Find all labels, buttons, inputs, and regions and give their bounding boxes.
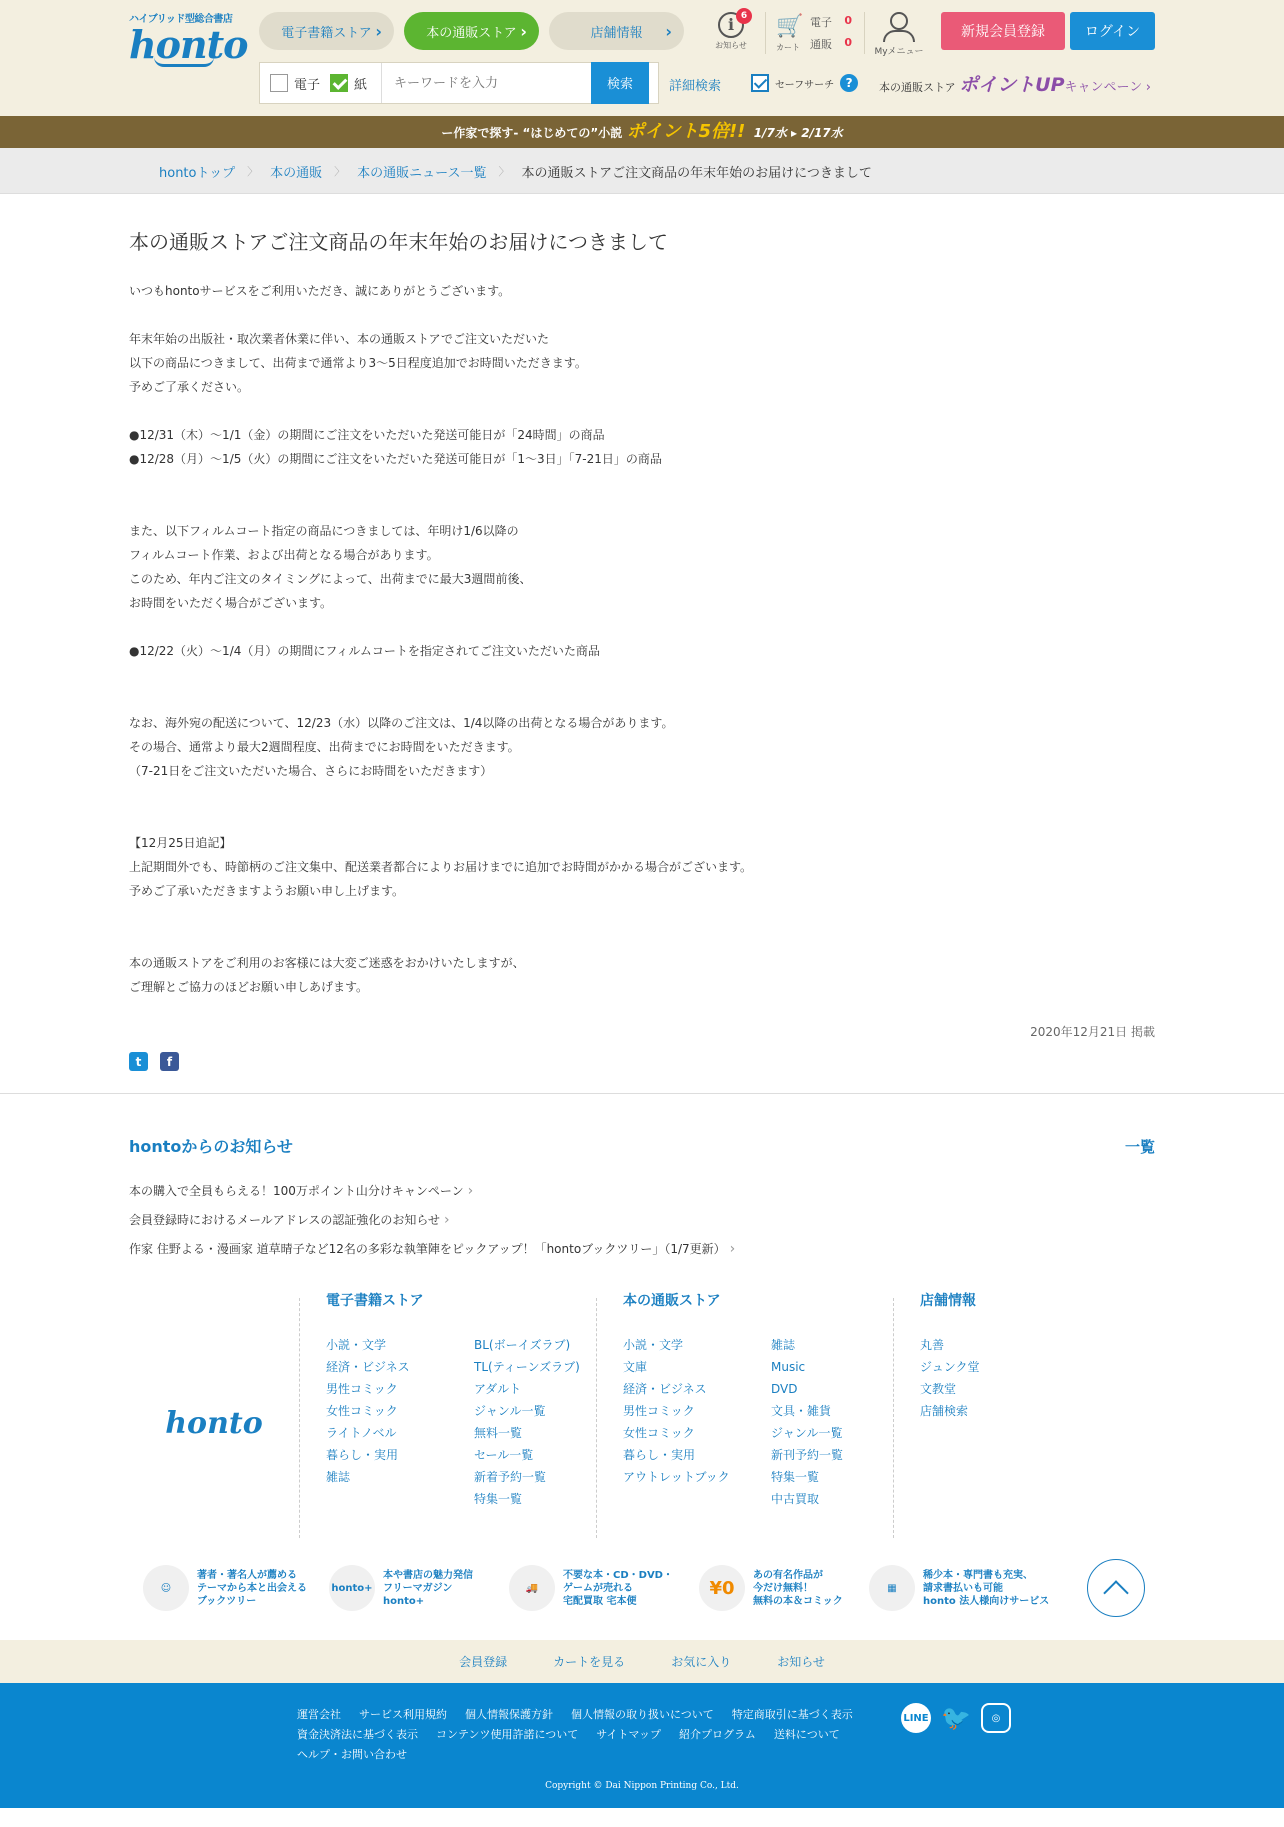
footer-link[interactable]: コンテンツ使用許諾について — [436, 1728, 579, 1741]
campaign-title: ポイントUP — [959, 74, 1065, 96]
publish-date: 2020年12月21日 掲載 — [1030, 1025, 1155, 1039]
notice-badge: 6 — [736, 8, 752, 24]
sitemap-link[interactable]: ライトノベル — [326, 1426, 397, 1440]
service-text: ブックツリー — [197, 1595, 257, 1607]
tab-paper-store[interactable] — [404, 12, 539, 50]
footer-link[interactable]: 特定商取引に基づく表示 — [731, 1708, 853, 1721]
honto-plus-icon: honto+ — [329, 1565, 375, 1611]
breadcrumb-separator: 〉 — [498, 165, 510, 178]
sitemap-link[interactable]: ジャンル一覧 — [474, 1404, 546, 1418]
banner-prefix: ー作家で探す- “はじめての”小説 — [441, 126, 623, 140]
footer-link[interactable]: サービス利用規約 — [359, 1708, 447, 1721]
article-line — [129, 807, 1155, 831]
checkbox-checked — [751, 74, 769, 92]
article-line — [129, 471, 1155, 495]
article-line: 上記期間外でも、時節柄のご注文集中、配送業者都合によりお届けまでに追加でお時間がかかる場合がございます。 — [129, 860, 753, 874]
ebook-checkbox[interactable] — [270, 74, 320, 93]
chevron-up-icon — [1103, 1580, 1128, 1605]
service-text: フリーマガジン — [383, 1582, 453, 1594]
article-line: なお、海外宛の配送について、12/23（水）以降のご注文は、1/4以降の出荷となる場合があります。 — [129, 716, 674, 730]
news-item-text: 会員登録時におけるメールアドレスの認証強化のお知らせ — [129, 1213, 441, 1227]
checkbox-checked — [330, 74, 348, 92]
sitemap-link[interactable]: 無料一覧 — [474, 1426, 523, 1440]
sitemap-link[interactable]: Music — [771, 1360, 806, 1374]
sitemap-link[interactable]: 文教堂 — [920, 1382, 957, 1396]
chevron-right-icon: › — [375, 21, 382, 41]
sitemap-link[interactable]: 女性コミック — [326, 1404, 398, 1418]
footer-link[interactable]: 資金決済法に基づく表示 — [297, 1728, 418, 1741]
sitemap-ebook — [299, 1293, 596, 1538]
building-icon: ▦ — [869, 1565, 915, 1611]
service-text: テーマから本と出会える — [197, 1582, 307, 1594]
news-item[interactable] — [129, 1177, 1155, 1206]
article-line: 【12月25日追記】 — [129, 836, 232, 850]
checkbox-unchecked — [270, 74, 288, 92]
user-icon-body — [883, 30, 915, 42]
news-item[interactable] — [129, 1206, 1155, 1235]
sitemap-link[interactable]: 文庫 — [623, 1360, 648, 1374]
tab-label: 本の通販ストア — [426, 25, 517, 41]
tab-label: 電子書籍ストア — [281, 25, 372, 41]
breadcrumb-item-top[interactable]: hontoトップ — [159, 165, 236, 181]
sitemap-ebook-title[interactable]: 電子書籍ストア — [300, 1290, 596, 1312]
article-line — [129, 687, 1155, 711]
campaign-suffix: キャンペーン — [1064, 80, 1143, 95]
chevron-right-icon: › — [665, 21, 672, 41]
service-text: 稀少本・専門書も充実、 — [923, 1569, 1033, 1581]
service-text: honto 法人様向けサービス — [923, 1595, 1050, 1607]
breadcrumb-item-paper[interactable]: 本の通販 — [270, 165, 323, 181]
article-line — [129, 615, 1155, 639]
sitemap-link[interactable]: 経済・ビジネス — [623, 1382, 707, 1396]
service-booktree[interactable] — [129, 1565, 319, 1611]
page-title: 本の通販ストアご注文商品の年末年始のお届けにつきまして — [129, 230, 668, 254]
footer-link[interactable]: ヘルプ・お問い合わせ — [297, 1748, 407, 1761]
article-line: （7-21日をご注文いただいた場合、さらにお時間をいただきます） — [129, 764, 493, 778]
paper-checkbox[interactable] — [330, 74, 367, 93]
search-button[interactable]: 検索 — [591, 62, 649, 104]
cart-label: カート — [776, 43, 800, 52]
breadcrumb — [0, 148, 1284, 194]
tab-label: 店舗情報 — [590, 25, 643, 41]
paper-checkbox-label: 紙 — [354, 77, 368, 93]
article-body — [129, 279, 1155, 999]
sitemap-paper — [596, 1293, 893, 1538]
service-banners — [129, 1550, 1155, 1626]
article-line — [129, 495, 1155, 519]
user-icon — [890, 12, 908, 30]
article-line — [129, 927, 1155, 951]
service-free-books[interactable] — [699, 1565, 859, 1611]
service-text: 宅配買取 宅本便 — [563, 1595, 637, 1607]
page-top-button[interactable] — [1087, 1559, 1145, 1617]
logo-tagline: ハイブリッド型総合書店 — [129, 14, 233, 25]
link-favorites[interactable]: お気に入り — [671, 1655, 732, 1669]
cart-icon: 🛒 — [776, 14, 804, 39]
sitemap-link[interactable]: 女性コミック — [623, 1426, 695, 1440]
cart-ebook-label: 電子 — [810, 16, 832, 29]
link-cart[interactable]: カートを見る — [553, 1655, 626, 1669]
safesearch-toggle[interactable] — [751, 74, 858, 92]
footer-link[interactable]: サイトマップ — [596, 1728, 662, 1741]
sitemap-link[interactable]: 経済・ビジネス — [326, 1360, 410, 1374]
advanced-search-link[interactable]: 詳細検索 — [669, 79, 722, 94]
article-line: また、以下フィルムコート指定の商品につきましては、年明け1/6以降の — [129, 524, 519, 538]
article-line: 本の通販ストアをご利用のお客様には大変ご迷惑をおかけいたしますが、 — [129, 956, 525, 970]
sitemap-link[interactable]: アダルト — [474, 1382, 522, 1396]
sitemap-link[interactable]: 暮らし・実用 — [326, 1448, 399, 1462]
sitemap-link[interactable]: 小説・文学 — [326, 1338, 387, 1352]
safesearch-label: セーフサーチ — [775, 79, 835, 91]
article-line — [129, 783, 1155, 807]
chevron-right-icon: › — [444, 1212, 450, 1228]
twitter-icon[interactable]: 🐦 — [941, 1704, 971, 1732]
news-item[interactable] — [129, 1235, 1155, 1264]
service-text: 無料の本＆コミック — [753, 1595, 843, 1607]
sitemap-link[interactable]: 雑誌 — [326, 1470, 351, 1484]
chevron-right-icon: › — [729, 1241, 736, 1257]
sitemap-link[interactable]: 新着予約一覧 — [474, 1470, 547, 1484]
breadcrumb-separator: 〉 — [334, 165, 346, 178]
help-icon[interactable]: ? — [840, 74, 858, 92]
sitemap-link[interactable]: 丸善 — [920, 1338, 945, 1352]
sitemap-link[interactable]: 店舗検索 — [920, 1404, 969, 1418]
service-honto-plus[interactable] — [329, 1565, 499, 1611]
sitemap-link[interactable]: 特集一覧 — [474, 1492, 523, 1506]
article-line: ●12/22（火）～1/4（月）の期間にフィルムコートを指定されてご注文いただいた商品 — [129, 644, 600, 658]
yen-icon: ¥0 — [699, 1565, 745, 1611]
footer-sitemap — [129, 1293, 1155, 1538]
ebook-checkbox-label: 電子 — [294, 77, 321, 93]
sitemap-store-title[interactable]: 店舗情報 — [894, 1290, 1153, 1312]
sitemap-link[interactable]: 男性コミック — [326, 1382, 398, 1396]
search-bar — [259, 62, 659, 104]
sitemap-link[interactable]: ジャンル一覧 — [771, 1426, 843, 1440]
article-line — [129, 399, 1155, 423]
search-input[interactable] — [381, 63, 591, 103]
news-all-link[interactable]: 一覧 — [1124, 1138, 1155, 1156]
sitemap-link[interactable]: BL(ボーイズラブ) — [474, 1338, 571, 1352]
sitemap-link[interactable]: 男性コミック — [623, 1404, 695, 1418]
service-text: 請求書払いも可能 — [923, 1582, 1003, 1594]
sitemap-link[interactable]: DVD — [771, 1382, 798, 1396]
article-line: このため、年内ご注文のタイミングによって、出荷までに最大3週間前後、 — [129, 572, 532, 586]
cart-paper-label: 通販 — [810, 38, 832, 51]
sitemap-link[interactable]: 新刊予約一覧 — [771, 1448, 844, 1462]
bottom-links — [0, 1640, 1284, 1683]
service-takuhonbin[interactable] — [509, 1565, 689, 1611]
sitemap-link[interactable]: ジュンク堂 — [920, 1360, 980, 1374]
info-icon: i 6 — [718, 12, 744, 38]
sitemap-link[interactable]: TL(ティーンズラブ) — [474, 1360, 580, 1374]
article-line: その場合、通常より最大2週間程度、出荷までにお時間をいただきます。 — [129, 740, 520, 754]
booktree-icon: ☺ — [143, 1565, 189, 1611]
article-line: 予めご了承いただきますようお願い申し上げます。 — [129, 884, 405, 898]
share-buttons — [129, 1052, 1155, 1071]
article-line: 以下の商品につきまして、出荷まで通常より3～5日程度追加でお時間いただきます。 — [129, 356, 587, 370]
cart-button[interactable] — [765, 12, 865, 54]
cart-ebook-count: 0 — [844, 14, 852, 27]
sitemap-link[interactable]: 雑誌 — [771, 1338, 796, 1352]
article-line: 予めご了承ください。 — [129, 380, 250, 394]
instagram-icon[interactable]: ◎ — [981, 1703, 1011, 1733]
article-line: ●12/28（月）～1/5（火）の期間にご注文をいただいた発送可能日が「1～3日」「7-21日」の商品 — [129, 452, 662, 466]
store-tabs — [259, 12, 684, 50]
honto-logo[interactable] — [129, 10, 248, 67]
chevron-right-icon: › — [1145, 80, 1151, 95]
sitemap-link[interactable]: 文具・雑貨 — [771, 1404, 832, 1418]
cart-ebook-row — [810, 14, 860, 30]
logo-mark: honto — [129, 22, 248, 67]
campaign-prefix: 本の通販ストア — [879, 81, 956, 94]
breadcrumb-separator: 〉 — [247, 165, 259, 178]
article-line: 年末年始の出版社・取次業者休業に伴い、本の通販ストアでご注文いただいた — [129, 332, 550, 346]
footer-link[interactable]: 紹介プログラム — [679, 1728, 756, 1741]
sitemap-link[interactable]: アウトレットブック — [623, 1470, 730, 1484]
sitemap-store — [893, 1293, 1153, 1538]
service-text: 本や書店の魅力発信 — [383, 1569, 473, 1581]
footer-link[interactable]: 運営会社 — [297, 1708, 341, 1721]
sitemap-link[interactable]: 中古買取 — [771, 1492, 820, 1506]
chevron-right-icon: › — [520, 21, 527, 41]
article-line: いつもhontoサービスをご利用いただき、誠にありがとうございます。 — [129, 284, 511, 298]
service-text: あの有名作品が — [753, 1569, 823, 1581]
tab-store-info[interactable] — [549, 12, 684, 50]
article-line — [129, 303, 1155, 327]
facebook-share-icon[interactable]: f — [160, 1052, 179, 1071]
banner-highlight: ポイント5倍!! — [626, 121, 746, 142]
article-line — [129, 903, 1155, 927]
register-button[interactable]: 新規会員登録 — [941, 12, 1065, 50]
article-line: ●12/31（木）～1/1（金）の期間にご注文をいただいた発送可能日が「24時間」の商品 — [129, 428, 605, 442]
news-item-text: 作家 住野よる・漫画家 道草晴子など12名の多彩な執筆陣をピックアップ！「hontoブックツリー」（1/7更新） — [129, 1242, 726, 1256]
cart-paper-count: 0 — [844, 36, 852, 49]
mymenu-label: Myメニュー — [874, 47, 924, 57]
sns-links — [901, 1703, 1011, 1733]
news-title: hontoからのお知らせ — [129, 1137, 293, 1156]
twitter-share-icon[interactable]: t — [129, 1052, 148, 1071]
cart-paper-row — [810, 36, 860, 52]
footer-link[interactable]: 個人情報保護方針 — [465, 1708, 553, 1721]
footer-logo[interactable] — [129, 1298, 299, 1538]
footer-links — [297, 1705, 877, 1765]
banner-date: 1/7水 ▸ 2/17水 — [753, 126, 843, 140]
article-line: お時間をいただく場合がございます。 — [129, 596, 333, 610]
notice-label: お知らせ — [715, 41, 747, 50]
point-up-campaign-link[interactable] — [879, 70, 1151, 97]
service-text: 著者・著名人が薦める — [197, 1569, 297, 1581]
footer-link[interactable]: 送料について — [773, 1728, 840, 1741]
sitemap-link[interactable]: 暮らし・実用 — [623, 1448, 696, 1462]
breadcrumb-current: 本の通販ストアご注文商品の年末年始のお届けにつきまして — [521, 165, 872, 181]
site-header — [0, 0, 1284, 116]
article-line: ご理解とご協力のほどお願い申しあげます。 — [129, 980, 369, 994]
mymenu-button[interactable] — [871, 12, 927, 57]
honto-news — [129, 1094, 1155, 1264]
article-line — [129, 663, 1155, 687]
copyright: Copyright © Dai Nippon Printing Co., Ltd. — [545, 1781, 739, 1791]
chevron-right-icon: › — [467, 1183, 474, 1199]
sitemap-link[interactable]: 特集一覧 — [771, 1470, 820, 1484]
article-line: フィルムコート作業、および出荷となる場合があります。 — [129, 548, 439, 562]
service-text: 不要な本・CD・DVD・ — [563, 1569, 673, 1581]
tab-ebook-store[interactable] — [259, 12, 394, 50]
article — [129, 194, 1155, 1071]
service-text: ゲームが売れる — [563, 1582, 633, 1594]
service-text: honto+ — [383, 1595, 425, 1607]
login-button[interactable]: ログイン — [1070, 12, 1155, 50]
notice-button[interactable] — [711, 12, 751, 51]
site-footer — [0, 1683, 1284, 1808]
footer-logo-mark: honto — [165, 1405, 263, 1441]
link-register[interactable]: 会員登録 — [459, 1655, 508, 1669]
line-icon[interactable]: LINE — [901, 1703, 931, 1733]
sitemap-link[interactable]: セール一覧 — [474, 1448, 534, 1462]
service-corporate[interactable] — [869, 1565, 1069, 1611]
breadcrumb-item-news-list[interactable]: 本の通販ニュース一覧 — [357, 165, 487, 181]
service-text: 今だけ無料！ — [753, 1582, 813, 1594]
sitemap-paper-title[interactable]: 本の通販ストア — [597, 1290, 893, 1312]
sitemap-link[interactable]: 小説・文学 — [623, 1338, 684, 1352]
news-item-text: 本の購入で全員もらえる！100万ポイント山分けキャンペーン — [129, 1184, 464, 1198]
campaign-banner[interactable] — [0, 116, 1284, 148]
footer-link[interactable]: 個人情報の取り扱いについて — [571, 1708, 714, 1721]
truck-icon: 🚚 — [509, 1565, 555, 1611]
link-notices[interactable]: お知らせ — [777, 1655, 825, 1669]
